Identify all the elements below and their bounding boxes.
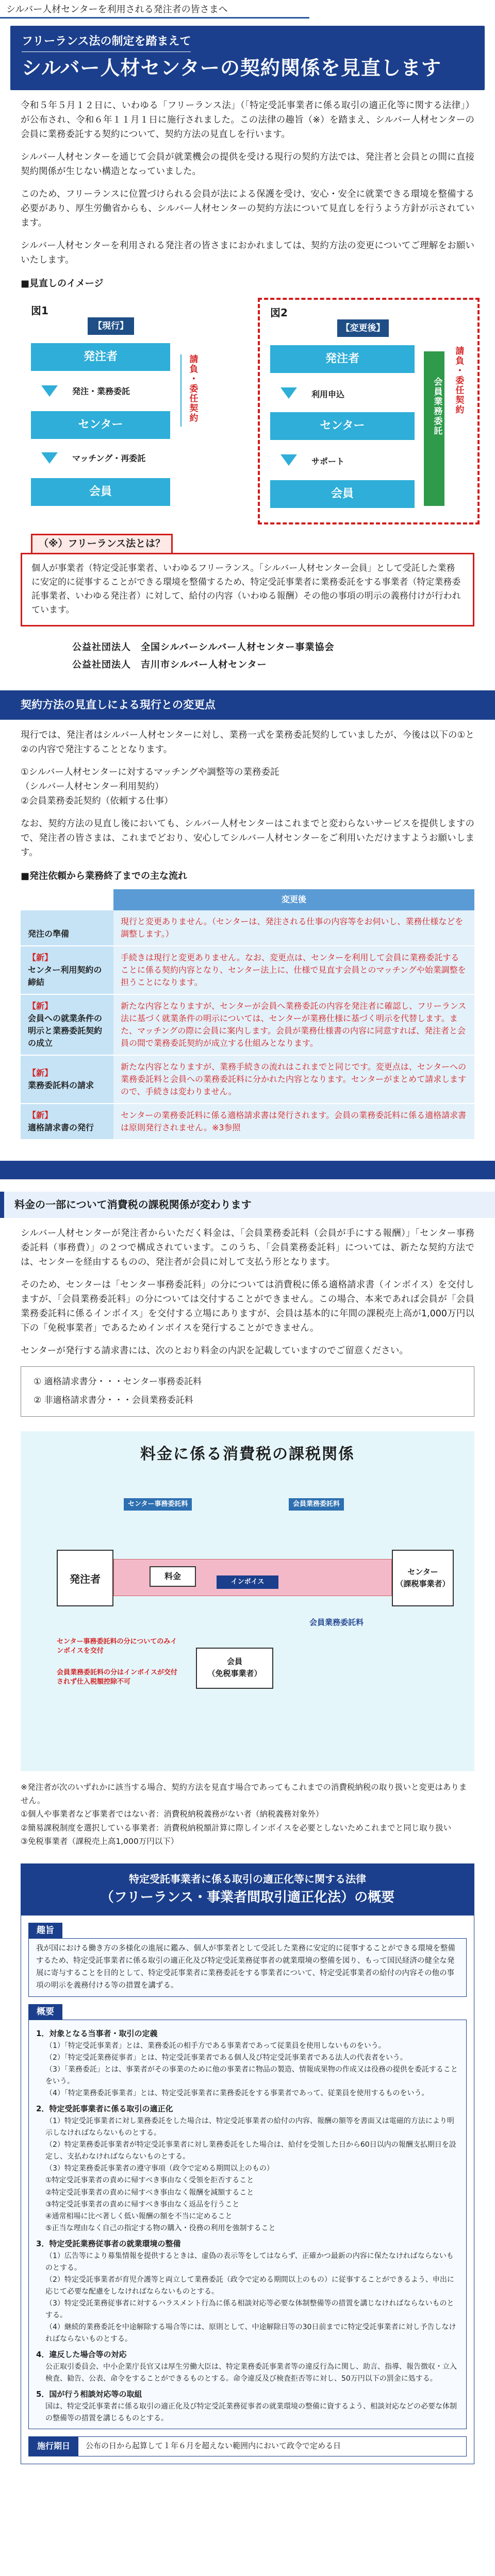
tax-illustration (21, 1431, 474, 1771)
freelance-law-box (21, 534, 474, 626)
table-row (21, 910, 474, 946)
table-row-value: 新たな内容となりますが、業務手続きの流れはこれまでと同じです。変更点は、センターへの業務委託料と会員への業務委託料に分かれた内容となります。センターがまとめて請求しますので、手続きは変わりません。 (113, 1055, 474, 1104)
footnote: ※発注者が次のいずれかに該当する場合、契約方法を見直す場合であってもこれまでの消費税納税の取り扱いと変更はありません。 (21, 1782, 467, 1805)
intro-paragraph: このため、フリーランスに位置づけられる会員が法による保護を受け、安心・安全に就業できる環境を整備する必要があり、厚生労働省からも、シルバー人材センターの契約方法について見直しを行うよう方針が示されています。 (21, 189, 474, 228)
overview-item: ④通常相場に比べ著しく低い報酬の額を不当に定めること (45, 2212, 233, 2221)
table-header-empty (21, 889, 113, 910)
section2-body (0, 728, 495, 884)
member-box: 会員 （免税事業者） (196, 1648, 273, 1689)
intro-paragraph: シルバー人材センターを通じて会員が就業機会の提供を受ける現行の契約方法では、発注者と会員との間に直接契約関係が生じない構造となっていました。 (21, 151, 474, 177)
figure1-tag: 【現行】 (88, 317, 134, 335)
fig2-arrow-down-icon (280, 454, 297, 466)
section3-title: 料金の一部について消費税の課税関係が変わります (0, 1192, 495, 1218)
law-summary-head-line2: （フリーランス・事業者間取引適正化法）の概要 (100, 1890, 395, 1906)
list-item: ②会員業務委託契約（依頼する仕事） (21, 795, 173, 806)
table-row (21, 1055, 474, 1104)
law-overview-heading: 概要 (28, 2004, 62, 2020)
table-row-value: 現行と変更ありません。（センターは、発注される仕事の内容等をお伺いし、業務仕様などを調整します。） (113, 910, 474, 946)
enforcement-date-row (28, 2436, 467, 2456)
overview-item: 公正取引委員会、中小企業庁長官又は厚生労働大臣は、特定業務委託事業者等の違反行為に関し、助言、指導、報告徴収・立入検査、勧告、公表、命令をすることができるものとする。命令違反及び検査拒否等に対し、50万円以下の罰金に処する。 (45, 2363, 457, 2383)
hero-title: シルバー人材センターの契約関係を見直します (22, 57, 441, 80)
section3-paragraph: そのため、センターは「センター事務委託料」の分については消費税に係る適格請求書（インボイス）を交付しますが、「会員業務委託料」の分については交付することができません。この場合、本来であれば会員が「会員業務委託料に係るインボイス」を交付する立場にありますが、会員は基本的に年間の課税売上高が1,000万円以下の「免税事業者」であるためインボイスを発行することができません。 (21, 1280, 474, 1334)
flow-table (21, 889, 474, 1140)
figure-current (21, 303, 227, 524)
overview-item: （3）「業務委託」とは、事業者がその事業のために他の事業者に物品の製造、情報成果物の作成又は役務の提供を委託することをいう。 (45, 2065, 458, 2086)
table-row-key: 【新】 会員への就業条件の明示と業務委託契約の成立 (21, 994, 113, 1055)
fee-box: 料金 (150, 1566, 196, 1587)
fig1-step1-label: 発注・業務委託 (72, 386, 130, 397)
figure2-tag: 【変更後】 (337, 319, 389, 337)
fig1-step2-label: マッチング・再委託 (72, 453, 146, 464)
table-row-value: センターの業務委託料に係る適格請求書は発行されます。会員の業務委託料に係る適格請求書は原則発行されません。※3参照 (113, 1104, 474, 1140)
overview-item: ②特定受託事業者の責めに帰すべき事由なく報酬を減額すること (45, 2188, 254, 2197)
table-row (21, 994, 474, 1055)
overview-subheading: 2．特定受託事業者に係る取引の適正化 (36, 2104, 173, 2114)
illustration-title: 料金に係る消費税の課税関係 (140, 1445, 355, 1463)
intro-section (0, 98, 495, 291)
fig2-center-box: センター (270, 412, 415, 440)
list-item: ①シルバー人材センターに対するマッチングや調整等の業務委託 (21, 767, 279, 777)
table-row-key: 発注の準備 (21, 910, 113, 946)
footnote: ①個人や事業者など事業者ではない者：消費税納税義務がない者（納税義務対象外） (21, 1809, 324, 1819)
center-box: センター （課税事業者） (392, 1550, 454, 1606)
fig2-step1-label: 利用申込 (311, 389, 345, 400)
table-header-row (21, 889, 474, 910)
law-summary-head-line1: 特定受託事業者に係る取引の適正化等に関する法律 (129, 1873, 366, 1886)
hero-subtitle: フリーランス法の制定を踏まえて (22, 33, 191, 52)
law-summary-document (21, 1863, 474, 2464)
section2-intro: 現行では、発注者はシルバー人材センターに対し、業務一式を業務委託契約していましたが、今後は以下の①と②の内容で発注することとなります。 (21, 730, 474, 755)
section3-paragraph: シルバー人材センターが発注者からいただく料金は、「会員業務委託料（会員が手にする報酬）」「センター事務委託料（事務費）」の２つで構成されています。このうち、「会員業務委託料」については、新たな契約方法では、センターを経由するものの、発注者が会員に対して支払う形となります。 (21, 1228, 474, 1268)
table-row (21, 946, 474, 994)
fig1-orderer-box: 発注者 (31, 343, 170, 371)
overview-item: （1）特定受託事業者に対し業務委託をした場合は、特定受託事業者の給付の内容、報酬の額等を書面又は電磁的方法により明示しなければならないものとする。 (45, 2117, 454, 2138)
contract-diagram (21, 298, 474, 530)
overview-item: （3）特定受託業務従事者に対するハラスメント行為に係る相談対応等必要な体制整備等の措置を講じなければならないものとする。 (45, 2299, 454, 2320)
law-purpose-body: 我が国における働き方の多様化の進展に鑑み、個人が事業者として受託した業務に安定的に従事することができる環境を整備するため、特定受託事業者に係る取引の適正化及び特定受託業務従事者の就業環境の整備を図り、もって国民経済の健全な発展に寄与することを目的として、特定受託事業者に業務委託をする事業者について、特定受託事業者の給付の内容その他の事項の明示を義務付ける等の措置を講ずる。 (28, 1938, 467, 1997)
fig2-side-green-label: 会員業務委託 (432, 377, 442, 436)
list-item: （シルバー人材センター利用契約） (21, 781, 164, 792)
figure-after (258, 298, 480, 524)
fig1-side-label: 請負・委任契約 (187, 354, 198, 423)
fig2-arrow-down-icon (280, 387, 297, 399)
illustration-note-1: センター事務委託料の分についてのみインボイスを交付 (57, 1637, 177, 1655)
overview-item: （1）広告等により募集情報を提供するときは、虚偽の表示等をしてはならず、正確かつ最新の内容に保たなければならないものとする。 (45, 2251, 454, 2272)
table-row-key: 【新】 業務委託料の請求 (21, 1055, 113, 1104)
overview-item: （2）特定受託事業者が育児介護等と両立して業務委託（政令で定める期間以上のもの）に従事することができるよう、申出に応じて必要な配慮をしなければならないものとする。 (45, 2275, 454, 2296)
freelance-law-heading: （※）フリーランス法とは？ (31, 534, 173, 554)
table-row-key: 【新】 センター利用契約の締結 (21, 946, 113, 994)
section2-after: なお、契約方法の見直し後においても、シルバー人材センターはこれまでと変わらないサービスを提供しますので、発注者の皆さまは、これまでどおり、安心してシルバー人材センターをご利用いただけますようお願いします。 (21, 818, 474, 858)
overview-item: （4）「特定業務委託事業者」とは、特定受託事業者に業務委託をする事業者であって、従業員を使用するものをいう。 (45, 2089, 429, 2098)
diagram-section-label: ■見直しのイメージ (21, 278, 104, 289)
law-overview-body (28, 2020, 467, 2429)
overview-item: （2）特定業務委託事業者が特定受託事業者に対し業務委託をした場合は、給付を受領した日から60日以内の報酬支払期日を設定し、支払わなければならないものとする。 (45, 2141, 456, 2161)
fig1-center-box: センター (31, 411, 170, 439)
overview-subheading: 1．対象となる当事者・取引の定義 (36, 2029, 158, 2039)
footnote: ②簡易課税制度を選択している事業者：消費税納税額計算に際しインボイスを必要としないためこれまでと同じ取り扱い (21, 1823, 452, 1833)
flow-table-label: ■発注依頼から業務終了までの主な流れ (21, 870, 188, 882)
overview-item: （3）特定業務委託事業者の遵守事項（政令で定める期間以上のもの） (45, 2164, 274, 2173)
section3-paragraph: センターが発行する請求書には、次のとおり料金の内訳を記載していますのでご留意ください。 (21, 1346, 408, 1357)
overview-item: ⑤正当な理由なく自己の指定する物の購入・役務の利用を強制すること (45, 2224, 276, 2232)
section2-title: 契約方法の見直しによる現行との変更点 (0, 690, 495, 720)
member-fee-chip: 会員業務委託料 (289, 1498, 344, 1511)
overview-item: ③特定受託事業者の責めに帰すべき事由なく返品を行うこと (45, 2200, 240, 2209)
law-purpose-section (28, 1923, 467, 1997)
section3-body (0, 1226, 495, 1358)
section2-list (21, 765, 474, 808)
invoice-line: ② 非適格請求書分・・・会員業務委託料 (34, 1395, 193, 1405)
signature-block (72, 639, 474, 674)
member-fee-arrow-label: 会員業務委託料 (309, 1617, 364, 1627)
table-row-value: 手続きは現行と変更ありません。なお、変更点は、センターを利用して会員に業務委託することに係る契約内容となり、センター法上に、仕様で見直す会員とのマッチングや始業調整を担うことになります。 (113, 946, 474, 994)
page-top-label: シルバー人材センターを利用される発注者の皆さまへ (0, 0, 309, 19)
figure2-label: 図2 (270, 307, 288, 319)
enforcement-date-heading: 施行期日 (29, 2437, 78, 2456)
enforcement-date-body: 公布の日から起算して１年６月を超えない範囲内において政令で定める日 (86, 2441, 341, 2451)
overview-item: （4）継続的業務委託を中途解除する場合等には、原則として、中途解除日等の30日前までに特定受託事業者に対し予告しなければならないものとする。 (45, 2323, 456, 2344)
invoice-label: インボイス (217, 1575, 278, 1589)
overview-subheading: 5．国が行う相談対応等の取組 (36, 2389, 142, 2399)
overview-subheading: 4．違反した場合等の対応 (36, 2350, 127, 2360)
center-fee-chip: センター事務委託料 (124, 1498, 192, 1511)
fig2-side-red-label: 請負・委任契約 (453, 346, 464, 415)
fig1-member-box: 会員 (31, 478, 170, 506)
overview-item: 国は、特定受託事業者に係る取引の適正化及び特定受託業務従事者の就業環境の整備に資するよう、相談対応などの必要な体制の整備等の措置を講じるものとする。 (45, 2402, 457, 2423)
invoice-line: ① 適格請求書分・・・センター事務委託料 (34, 1377, 202, 1387)
footnote: ③免税事業者（課税売上高1,000万円以下） (21, 1837, 179, 1846)
table-header-after: 変更後 (113, 889, 474, 910)
overview-item: （2）「特定受託業務従事者」とは、特定受託事業者である個人及び特定受託事業者である法人の代表者をいう。 (45, 2053, 407, 2062)
fig1-arrow-down-icon (41, 385, 58, 397)
overview-subheading: 3．特定受託業務従事者の就業環境の整備 (36, 2239, 181, 2248)
invoice-breakdown-box (21, 1366, 474, 1416)
section-divider (0, 1161, 495, 1179)
fig2-orderer-box: 発注者 (270, 345, 415, 373)
fig1-bracket (180, 354, 182, 427)
signature-line: 公益社団法人 吉川市シルバー人材センター (72, 659, 267, 670)
table-row-value: 新たな内容となりますが、センターが会員へ業務委託の内容を発注者に確認し、フリーランス法に基づく就業条件の明示については、センターが業務仕様に基づく明示を代替します。また、マッチングの際に会員に案内します。会員が業務仕様書の内容に同意すれば、発注者と会員の間で業務委託契約が成立する仕組みとなります。 (113, 994, 474, 1055)
freelance-law-body: 個人が事業者（特定受託事業者、いわゆるフリーランス。「シルバー人材センター会員」として受託した業務に安定的に従事することができる環境を整備するため、特定受託事業者に業務委託をする事業者（特定業務委託事業者、いわゆる発注者）に対して、給付の内容（いわゆる報酬）その他の事項の明示の義務付けが行われています。 (21, 553, 474, 626)
fig1-arrow-down-icon (41, 452, 58, 464)
footnotes (21, 1781, 474, 1849)
figure1-label: 図1 (31, 304, 48, 317)
law-purpose-heading: 趣旨 (28, 1923, 62, 1938)
hero-banner (10, 26, 485, 90)
fig2-step2-label: サポート (311, 456, 345, 467)
intro-paragraph: 令和５年５月１２日に、いわゆる「フリーランス法」（「特定受託事業者に係る取引の適正化等に関する法律」）が公布され、令和６年１１月１日に施行されました。この法律の趣旨（※）を踏まえ、シルバー人材センターの会員に業務委託する契約について、契約方法の見直しを行います。 (21, 100, 474, 140)
table-row-key: 【新】 適格請求書の発行 (21, 1104, 113, 1140)
signature-line: 公益社団法人 全国シルバーシルバー人材センター事業協会 (72, 641, 335, 653)
overview-item: ①特定受託事業者の責めに帰すべき事由なく受領を拒否すること (45, 2176, 254, 2185)
law-summary-head (21, 1864, 474, 1915)
orderer-box: 発注者 (57, 1550, 113, 1606)
intro-paragraph: シルバー人材センターを利用される発注者の皆さまにおかれましては、契約方法の変更についてご理解をお願いいたします。 (21, 240, 474, 265)
table-row (21, 1104, 474, 1140)
fig2-member-box: 会員 (270, 480, 415, 508)
overview-item: （1）「特定受託事業者」とは、業務委託の相手方である事業者であって従業員を使用しないものをいう。 (45, 2041, 386, 2050)
illustration-note-2: 会員業務委託料の分はインボイスが交付されず仕入税額控除不可 (57, 1668, 177, 1686)
law-overview-section (28, 2004, 467, 2430)
